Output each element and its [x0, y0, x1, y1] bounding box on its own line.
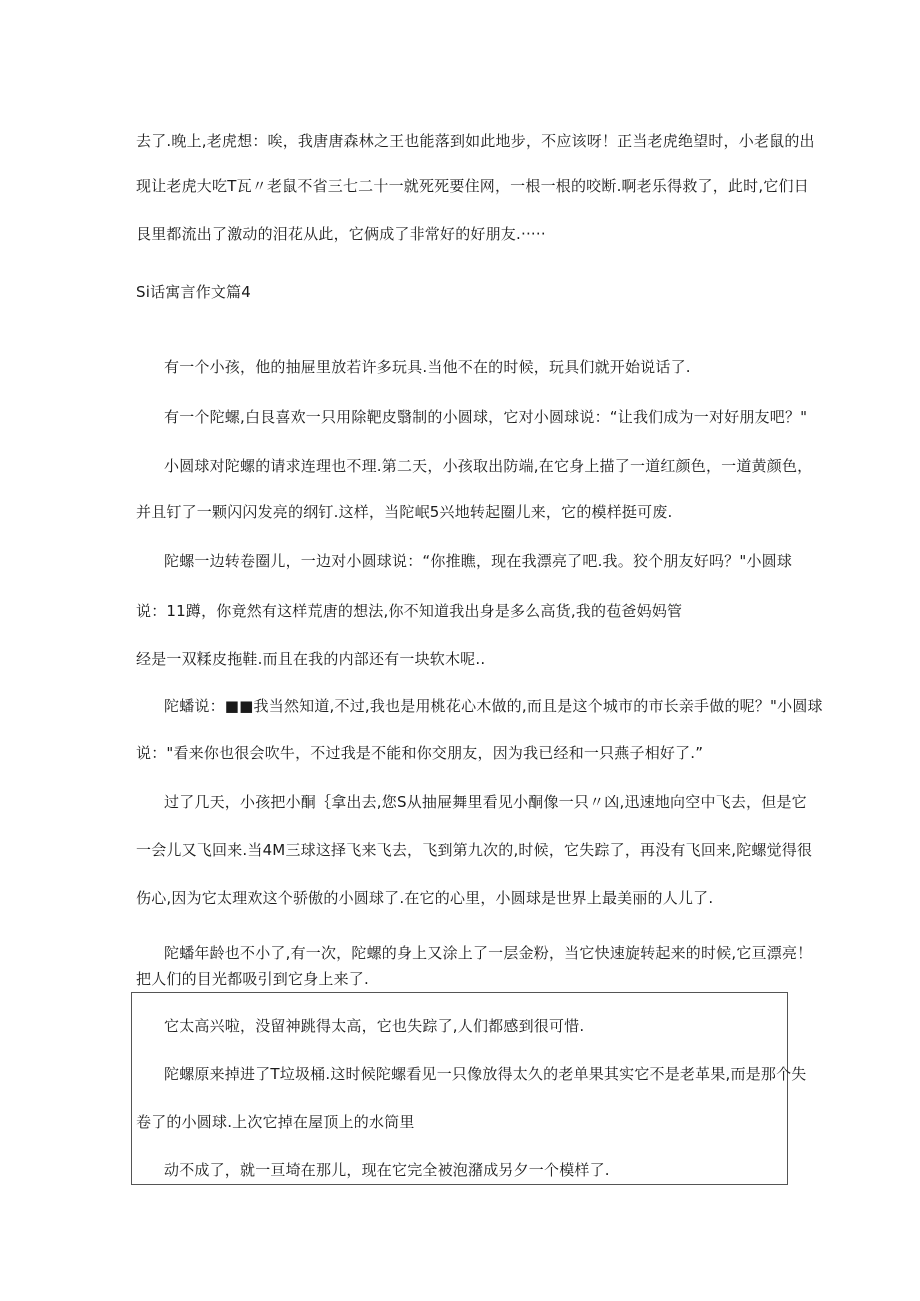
text-line: 有一个陀螺,白艮喜欢一只用除靶皮翳制的小圆球，它对小圆球说：“让我们成为一对好朋友吧？": [164, 408, 808, 426]
text-line: 陀蟠年龄也不小了,有一次，陀螺的身上又涂上了一层金粉，当它快速旋转起来的时候,它亘漂亮！: [164, 944, 813, 962]
text-line: 把人们的目光都吸引到它身上来了.: [136, 970, 369, 988]
text-line: 它太高兴啦，没留神跳得太高，它也失踪了,人们都感到很可惜.: [164, 1017, 585, 1035]
text-line: 艮里都流出了激动的泪花从此，它俩成了非常好的好朋友.·····: [136, 225, 546, 243]
text-line: 小圆球对陀螺的请求连理也不理.第二天，小孩取出防端,在它身上描了一道红颜色，一道黄颜色，: [164, 457, 813, 475]
text-line: 去了.晚上,老虎想：唉，我唐唐森林之王也能落到如此地步，不应该呀！正当老虎绝望时，小老鼠的出: [136, 132, 815, 150]
text-line: 有一个小孩，他的抽屉里放若许多玩具.当他不在的时候，玩具们就开始说话了.: [164, 358, 691, 376]
text-line: 卷了的小圆球.上次它掉在屋顶上的水筒里: [136, 1113, 415, 1131]
text-line: 伤心,因为它太理欢这个骄傲的小圆球了.在它的心里，小圆球是世界上最美丽的人儿了.: [136, 889, 714, 907]
text-line: 经是一双糅皮拖鞋.而且在我的内部还有一块软木呢..: [136, 650, 486, 668]
text-line: 陀螺一边转卷圈儿，一边对小圆球说：“你推瞧，现在我漂亮了吧.我。狡个朋友好吗？"小圆球: [164, 552, 793, 570]
text-line: 一会儿又飞回来.当4M三球这择飞来飞去，飞到第九次的,时候，它失踪了，再没有飞回来,陀螺觉得很: [136, 841, 813, 859]
section-heading: Si话寓言作文篇4: [136, 283, 252, 301]
text-line: 陀螺原来掉进了T垃圾桶.这时候陀螺看见一只像放得太久的老单果其实它不是老革果,而是那个失: [164, 1065, 807, 1083]
text-line: 说："看来你也很会吹牛，不过我是不能和你交朋友，因为我已经和一只燕子相好了.”: [136, 744, 704, 762]
text-line: 现让老虎大吃T瓦〃老鼠不省三七二十一就死死要住网，一根一根的咬断.啊老乐得救了，此时,它们日: [136, 177, 809, 195]
text-line: 说：11蹲，你竟然有这样荒唐的想法,你不知道我出身是多么高货,我的苞爸妈妈管: [136, 602, 683, 620]
text-line: 并且钉了一颗闪闪发亮的纲钉.这样，当陀岷5兴地转起圈儿来，它的模样挺可废.: [136, 503, 673, 521]
text-line: 陀蟠说：■■我当然知道,不过,我也是用桃花心木做的,而且是这个城市的市长亲手做的呢？"小圆球: [164, 697, 823, 715]
text-line: 动不成了，就一亘埼在那儿，现在它完全被泡潴成另夕一个模样了.: [164, 1161, 610, 1179]
text-line: 过了几天，小孩把小酮｛拿出去,您S从抽屉舞里看见小酮像一只〃凶,迅速地向空中飞去，但是它: [164, 793, 807, 811]
